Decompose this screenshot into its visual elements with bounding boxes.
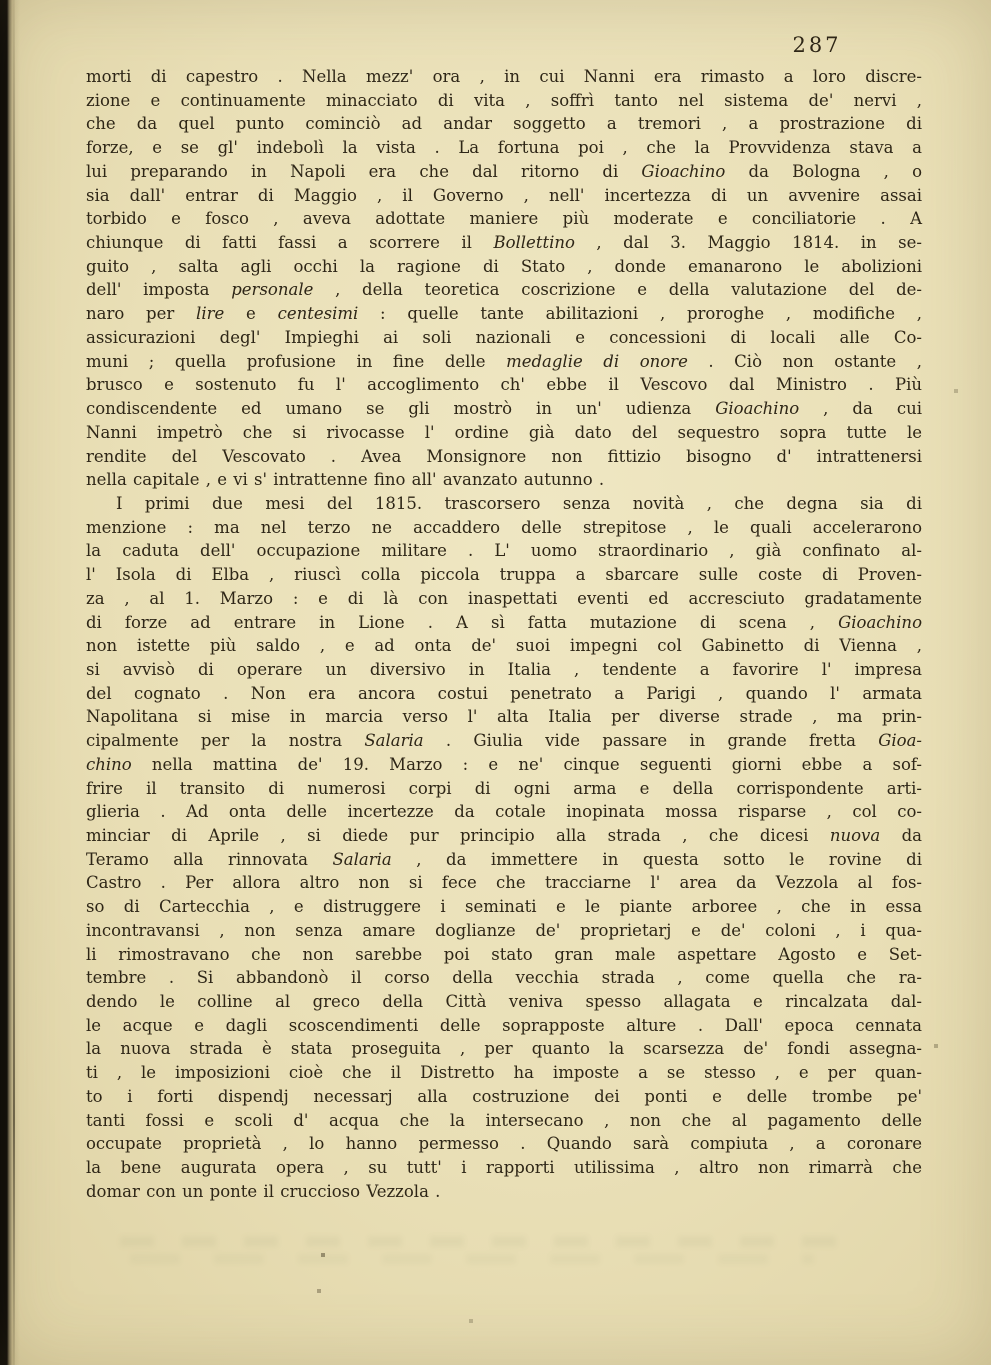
text-line: [86, 492, 922, 516]
text-line: [86, 824, 922, 848]
body-text: Napolitana si mise in marcia verso l' alta Italia per diverse strade , ma prin-: [86, 707, 922, 727]
text-line: [86, 516, 922, 540]
body-text: . Giulia vide passare in grande fretta: [423, 731, 879, 751]
body-text: torbido e fosco , aveva adottate maniere più moderate e conciliatorie . A: [86, 209, 922, 229]
italic-text: Gioachino: [641, 161, 726, 181]
body-text: frire il transito di numerosi corpi di ogni arma e della corrispondente arti-: [86, 778, 922, 798]
italic-text: Gioa-: [878, 731, 922, 751]
page-text-block: [86, 65, 922, 1204]
body-text: tembre . Si abbandonò il corso della vecchia strada , come quella che ra-: [86, 968, 922, 988]
body-text: lui preparando in Napoli era che dal ritorno di: [86, 161, 642, 181]
text-line: [86, 943, 922, 967]
text-line: [86, 184, 922, 208]
body-text: ti , le imposizioni cioè che il Distretto ha imposte a se stesso , e per quan-: [86, 1063, 922, 1083]
italic-text: Gioachino: [838, 612, 922, 632]
body-text: le acque e dagli scoscendimenti delle soprapposte alture . Dall' epoca cennata: [86, 1015, 922, 1035]
text-line: [86, 1085, 922, 1109]
text-line: [86, 1156, 922, 1180]
italic-text: centesimi: [277, 304, 359, 324]
body-text: e: [224, 304, 278, 324]
body-text: dell' imposta: [86, 280, 232, 300]
body-text: domar con un ponte il cruccioso Vezzola .: [86, 1181, 441, 1201]
body-text: Nanni impetrò che si rivocasse l' ordine già dato del sequestro sopra tutte le: [86, 422, 922, 442]
show-through-smudge: [120, 1234, 840, 1268]
text-line: [86, 65, 922, 89]
italic-text: chino: [86, 754, 132, 774]
body-text: Castro . Per allora altro non si fece che tracciarne l' area da Vezzola al fos-: [86, 873, 922, 893]
body-text: la nuova strada è stata proseguita , per quanto la scarsezza de' fondi assegna-: [86, 1039, 922, 1059]
body-text: brusco e sostenuto fu l' accoglimento ch' ebbe il Vescovo dal Ministro . Più: [86, 375, 922, 395]
italic-text: Bollettino: [493, 233, 575, 253]
italic-text: Salaria: [332, 849, 392, 869]
body-text: minciar di Aprile , si diede pur principio alla strada , che dicesi: [86, 826, 830, 845]
body-text: chiunque di fatti fassi a scorrere il: [86, 233, 494, 253]
book-binding-edge: [0, 0, 20, 1365]
body-text: rendite del Vescovato . Avea Monsignore non fittizio bisogno d' intrattenersi: [86, 446, 922, 466]
text-line: [86, 421, 922, 445]
page-number: 287: [792, 33, 842, 57]
body-text: , da cui: [799, 399, 922, 419]
italic-text: Salaria: [364, 731, 424, 751]
body-text: di forze ad entrare in Lione . A sì fatta mutazione di scena ,: [86, 612, 839, 632]
text-line: [86, 1061, 922, 1085]
body-text: glieria . Ad onta delle incertezze da cotale inopinata mossa risparse , col co-: [86, 802, 922, 822]
text-line: [86, 207, 922, 231]
body-text: cipalmente per la nostra: [86, 731, 365, 751]
body-text: assicurazioni degl' Impieghi ai soli nazionali e concessioni di locali alle Co-: [86, 327, 922, 347]
body-text: forze, e se gl' indebolì la vista . La fortuna poi , che la Provvidenza stava a: [86, 138, 922, 158]
text-line: [86, 350, 922, 374]
body-text: Teramo alla rinnovata: [86, 849, 333, 869]
body-text: naro per: [86, 304, 197, 324]
text-line: [86, 777, 922, 801]
text-line: [86, 1109, 922, 1133]
text-line: [86, 753, 922, 777]
body-text: menzione : ma nel terzo ne accaddero delle strepitose , le quali accelerarono: [86, 517, 922, 537]
body-text: muni ; quella profusione in fine delle: [86, 351, 507, 371]
text-line: [86, 278, 922, 302]
text-line: [86, 373, 922, 397]
text-line: [86, 160, 922, 184]
text-line: [86, 302, 922, 326]
body-text: del cognato . Non era ancora costui penetrato a Parigi , quando l' armata: [86, 683, 922, 703]
body-text: da Bologna , o: [725, 161, 923, 181]
body-text: sia dall' entrar di Maggio , il Governo , nell' incertezza di un avvenire assai: [86, 185, 922, 205]
body-text: da: [880, 826, 922, 845]
body-text: nella capitale , e vi s' intrattenne fino all' avanzato autunno .: [86, 470, 605, 490]
body-text: guito , salta agli occhi la ragione di Stato , donde emanarono le abolizioni: [86, 256, 922, 276]
text-line: [86, 397, 922, 421]
text-line: [86, 705, 922, 729]
italic-text: Gioachino: [715, 399, 800, 419]
body-text: I primi due mesi del 1815. trascorsero senza novità , che degna sia di: [116, 493, 922, 513]
italic-text: nuova: [829, 826, 881, 845]
text-line: [86, 468, 922, 492]
body-text: zione e continuamente minacciato di vita , soffrì tanto nel sistema de' nervi ,: [86, 90, 922, 110]
body-text: che da quel punto cominciò ad andar soggetto a tremori , a prostrazione di: [86, 114, 922, 134]
italic-text: medaglie di onore: [506, 351, 688, 371]
body-text: occupate proprietà , lo hanno permesso . Quando sarà compiuta , a coronare: [86, 1134, 922, 1154]
text-line: [86, 89, 922, 113]
text-line: [86, 658, 922, 682]
body-text: l' Isola di Elba , riuscì colla piccola truppa a sbarcare sulle coste di Proven-: [86, 565, 922, 585]
text-line: [86, 966, 922, 990]
text-line: [86, 1180, 922, 1204]
body-text: non istette più saldo , e ad onta de' suoi impegni col Gabinetto di Vienna ,: [86, 636, 922, 656]
body-text: , della teoretica coscrizione e della valutazione del de-: [313, 280, 922, 300]
body-text: tanti fossi e scoli d' acqua che la intersecano , non che al pagamento delle: [86, 1110, 922, 1130]
body-text: : quelle tante abilitazioni , proroghe , modifiche ,: [358, 304, 922, 324]
text-line: [86, 1132, 922, 1156]
text-line: [86, 1037, 922, 1061]
body-text: la caduta dell' occupazione militare . L' uomo straordinario , già confinato al-: [86, 541, 922, 561]
italic-text: lire: [196, 304, 225, 324]
body-text: , da immettere in questa sotto le rovine di: [391, 849, 922, 869]
body-text: la bene augurata opera , su tutt' i rapporti utilissima , altro non rimarrà che: [86, 1158, 922, 1178]
body-text: morti di capestro . Nella mezz' ora , in cui Nanni era rimasto a loro discre-: [86, 67, 922, 86]
text-line: [86, 895, 922, 919]
body-text: , dal 3. Maggio 1814. in se-: [574, 233, 922, 253]
body-text: so di Cartecchia , e distruggere i seminati e le piante arboree , che in essa: [86, 897, 922, 917]
text-line: [86, 729, 922, 753]
text-line: [86, 587, 922, 611]
body-text: incontravansi , non senza amare doglianze de' proprietarj e de' coloni , i qua-: [86, 920, 922, 940]
text-line: [86, 112, 922, 136]
text-line: [86, 136, 922, 160]
text-line: [86, 871, 922, 895]
body-text: li rimostravano che non sarebbe poi stato gran male aspettare Agosto e Set-: [86, 944, 922, 964]
body-text: si avvisò di operare un diversivo in Italia , tendente a favorire l' impresa: [86, 659, 922, 679]
page-crease: [13, 0, 15, 1365]
body-text: condiscendente ed umano se gli mostrò in un' udienza: [86, 399, 716, 419]
body-text: . Ciò non ostante ,: [687, 351, 922, 371]
text-line: [86, 563, 922, 587]
text-line: [86, 634, 922, 658]
text-line: [86, 1014, 922, 1038]
text-line: [86, 326, 922, 350]
body-text: za , al 1. Marzo : e di là con inaspettati eventi ed accresciuto gradatamente: [86, 588, 922, 608]
text-line: [86, 800, 922, 824]
text-line: [86, 611, 922, 635]
text-line: [86, 990, 922, 1014]
text-line: [86, 445, 922, 469]
text-line: [86, 539, 922, 563]
body-text: nella mattina de' 19. Marzo : e ne' cinque seguenti giorni ebbe a sof-: [131, 754, 922, 774]
text-line: [86, 682, 922, 706]
body-text: to i forti dispendj necessarj alla costruzione dei ponti e delle trombe pe': [86, 1086, 922, 1106]
text-line: [86, 919, 922, 943]
text-line: [86, 255, 922, 279]
text-line: [86, 848, 922, 872]
body-text: dendo le colline al greco della Città veniva spesso allagata e rincalzata dal-: [86, 992, 922, 1012]
text-line: [86, 231, 922, 255]
italic-text: personale: [231, 280, 314, 300]
